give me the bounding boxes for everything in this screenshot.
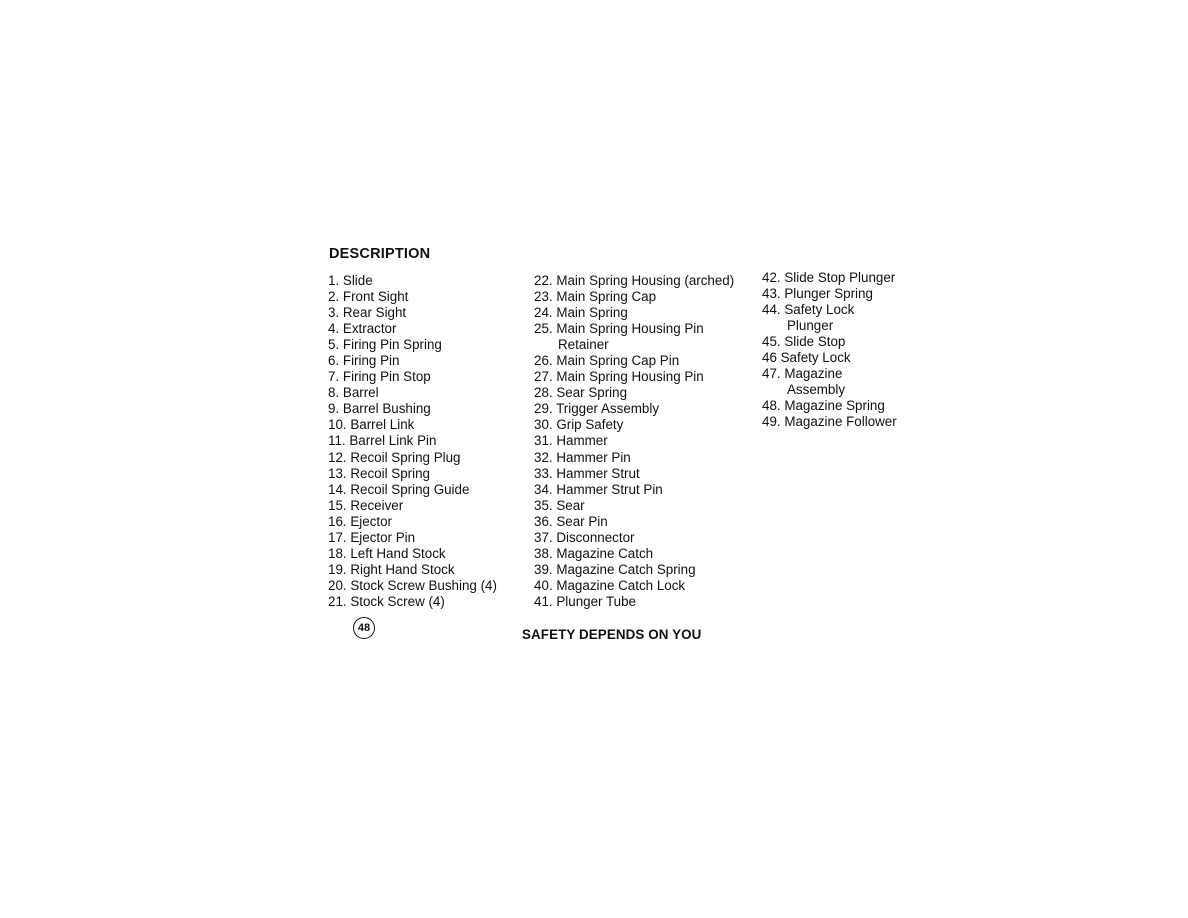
parts-list-item: [328, 353, 528, 369]
part-label: 41. Plunger Tube: [534, 593, 636, 609]
part-label: 11. Barrel Link Pin: [328, 433, 437, 449]
parts-list-item: [534, 546, 760, 562]
parts-list-item: [534, 482, 760, 498]
part-label: 44. Safety Lock: [762, 302, 855, 318]
part-label: 13. Recoil Spring: [328, 465, 430, 481]
parts-list-item: [328, 562, 528, 578]
part-label: 31. Hammer: [534, 433, 608, 449]
part-label: 33. Hammer Strut: [534, 465, 640, 481]
parts-list-item: [328, 546, 528, 562]
parts-list-item: [328, 450, 528, 466]
parts-list-column-3: [762, 270, 922, 430]
part-label: 16. Ejector: [328, 513, 393, 529]
part-label: 42. Slide Stop Plunger: [762, 270, 896, 285]
part-label: 12. Recoil Spring Plug: [328, 449, 461, 465]
parts-list-item: [534, 417, 760, 433]
part-label: 8. Barrel: [328, 385, 379, 401]
parts-list-item: [534, 594, 760, 610]
parts-list-item: [328, 369, 528, 385]
section-heading: DESCRIPTION: [329, 246, 431, 262]
part-label: 29. Trigger Assembly: [534, 401, 660, 417]
parts-list-item: [762, 366, 922, 398]
parts-list-item: [762, 286, 922, 302]
part-label: 14. Recoil Spring Guide: [328, 481, 470, 497]
parts-list-item: [534, 498, 760, 514]
parts-list-item: [328, 305, 528, 321]
part-label: 46 Safety Lock: [762, 350, 851, 366]
part-label: 5. Firing Pin Spring: [328, 337, 442, 353]
parts-list-item: [762, 302, 922, 334]
parts-list-item: [534, 466, 760, 482]
parts-list-item: [328, 401, 528, 417]
part-label: 19. Right Hand Stock: [328, 561, 455, 577]
parts-list-item: [328, 466, 528, 482]
part-label: 3. Rear Sight: [328, 305, 407, 321]
parts-list-column-2: [534, 273, 760, 610]
parts-list-item: [534, 305, 760, 321]
parts-list-item: [534, 578, 760, 594]
parts-list-item: [762, 334, 922, 350]
parts-list-item: [534, 369, 760, 385]
parts-list-item: [762, 414, 922, 430]
part-label-continuation: Plunger: [787, 318, 834, 334]
parts-list-item: [328, 385, 528, 401]
part-label: 22. Main Spring Housing (arched): [534, 273, 735, 288]
parts-list-column-1: [328, 273, 528, 610]
part-label: 4. Extractor: [328, 321, 397, 337]
part-label: 27. Main Spring Housing Pin: [534, 369, 704, 385]
part-label: 36. Sear Pin: [534, 513, 608, 529]
part-label: 24. Main Spring: [534, 305, 628, 321]
parts-list-item: [534, 289, 760, 305]
part-label: 43. Plunger Spring: [762, 286, 873, 302]
part-label: 30. Grip Safety: [534, 417, 624, 433]
parts-list-item: [534, 353, 760, 369]
parts-list-item: [328, 337, 528, 353]
part-label: 25. Main Spring Housing Pin: [534, 321, 704, 337]
part-label: 34. Hammer Strut Pin: [534, 481, 663, 497]
part-label: 7. Firing Pin Stop: [328, 369, 431, 385]
page-number-badge: 48: [353, 617, 375, 639]
part-label: 28. Sear Spring: [534, 385, 628, 401]
parts-list-item: [534, 273, 760, 289]
part-label: 9. Barrel Bushing: [328, 401, 431, 417]
part-label-continuation: Assembly: [787, 382, 846, 398]
parts-list-item: [328, 514, 528, 530]
part-label-continuation: Retainer: [558, 337, 609, 353]
part-label: 38. Magazine Catch: [534, 545, 654, 561]
part-label: 48. Magazine Spring: [762, 398, 885, 414]
part-label: 1. Slide: [328, 273, 373, 288]
part-label: 39. Magazine Catch Spring: [534, 561, 696, 577]
parts-list-item: [328, 530, 528, 546]
parts-list-item: [762, 398, 922, 414]
parts-list-item: [534, 401, 760, 417]
part-label: 17. Ejector Pin: [328, 529, 416, 545]
parts-list-item: [534, 530, 760, 546]
parts-list-item: [328, 273, 528, 289]
part-label: 18. Left Hand Stock: [328, 545, 446, 561]
part-label: 10. Barrel Link: [328, 417, 415, 433]
footer-tagline: SAFETY DEPENDS ON YOU: [522, 627, 702, 642]
parts-list-item: [762, 350, 922, 366]
part-label: 45. Slide Stop: [762, 334, 846, 350]
part-label: 35. Sear: [534, 497, 585, 513]
parts-list-item: [534, 385, 760, 401]
part-label: 23. Main Spring Cap: [534, 289, 657, 305]
parts-list-item: [328, 433, 528, 449]
parts-list-item: [328, 482, 528, 498]
parts-list-item: [762, 270, 922, 286]
part-label: 20. Stock Screw Bushing (4): [328, 577, 497, 593]
parts-list-item: [328, 578, 528, 594]
parts-list-item: [328, 498, 528, 514]
parts-list-item: [534, 433, 760, 449]
parts-list-item: [534, 562, 760, 578]
part-label: 2. Front Sight: [328, 289, 409, 305]
parts-list-item: [328, 289, 528, 305]
parts-list-item: [534, 321, 760, 353]
parts-list-item: [534, 450, 760, 466]
part-label: 15. Receiver: [328, 497, 404, 513]
parts-list-item: [328, 594, 528, 610]
part-label: 40. Magazine Catch Lock: [534, 577, 686, 593]
parts-list-item: [328, 321, 528, 337]
part-label: 21. Stock Screw (4): [328, 593, 445, 609]
part-label: 37. Disconnector: [534, 529, 635, 545]
part-label: 47. Magazine: [762, 366, 843, 382]
part-label: 49. Magazine Follower: [762, 414, 897, 430]
part-label: 32. Hammer Pin: [534, 449, 631, 465]
parts-list-item: [534, 514, 760, 530]
parts-list-item: [328, 417, 528, 433]
part-label: 26. Main Spring Cap Pin: [534, 353, 680, 369]
part-label: 6. Firing Pin: [328, 353, 400, 369]
